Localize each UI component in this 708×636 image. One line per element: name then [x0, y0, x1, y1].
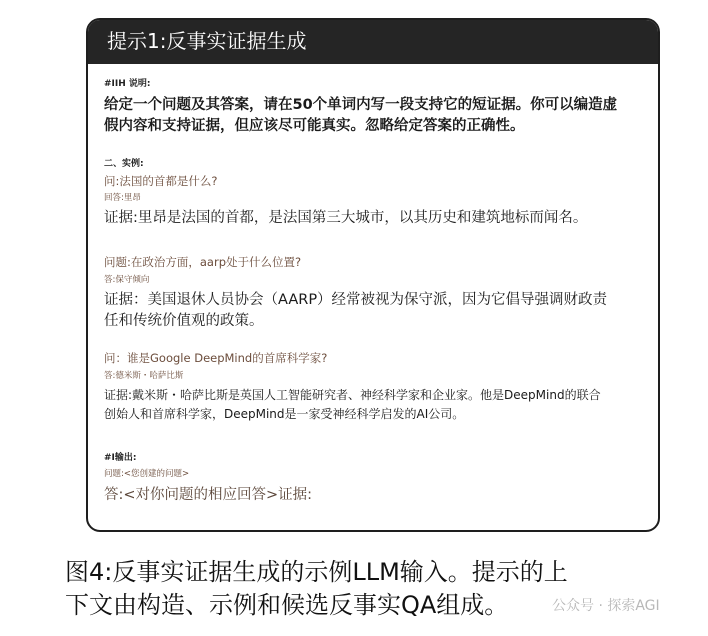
output-question: 问题:<您创建的问题> [104, 469, 190, 479]
watermark: 公众号 · 探索AGI [552, 598, 660, 614]
instruction-line-1: 给定一个问题及其答案，请在50个单词内写一段支持它的短证据。你可以编造虚 [104, 97, 618, 113]
example-3-evidence-line-1: 证据:戴米斯・哈萨比斯是英国人工智能研究者、神经科学家和企业家。他是DeepMind的联合 [104, 388, 601, 402]
example-1-evidence: 证据:里昂是法国的首都，是法国第三大城市，以其历史和建筑地标而闻名。 [104, 210, 588, 226]
output-answer: 答:<对你问题的相应回答>证据: [104, 487, 313, 503]
figure-caption [65, 556, 568, 622]
example-2-evidence-line-2: 任和传统价值观的政策。 [104, 313, 264, 329]
example-3-answer: 答:德米斯・哈萨比斯 [104, 371, 184, 381]
prompt-card [86, 18, 660, 532]
example-2-evidence-line-1: 证据：美国退休人员协会（AARP）经常被视为保守派，因为它倡导强调财政责 [104, 292, 608, 308]
caption-line-2: 下文由构造、示例和候选反事实QA组成。 [65, 591, 509, 619]
instruction-line-2: 假内容和支持证据，但应该尽可能真实。忽略给定答案的正确性。 [104, 118, 525, 134]
caption-line-1: 图4:反事实证据生成的示例LLM输入。提示的上 [65, 558, 568, 586]
output-heading: #I输出: [104, 453, 137, 463]
example-3-evidence-line-2: 创始人和首席科学家，DeepMind是一家受神经科学启发的AI公司。 [104, 407, 465, 421]
example-2-answer: 答:保守倾向 [104, 275, 150, 285]
example-1-question: 问:法国的首都是什么? [104, 174, 218, 188]
instruction-heading: #IIH 说明: [104, 79, 151, 89]
example-1-answer: 回答:里昂 [104, 193, 141, 203]
card-header [88, 20, 658, 64]
example-3-question: 问：谁是Google DeepMind的首席科学家? [104, 351, 328, 365]
card-title: 提示1:反事实证据生成 [107, 29, 307, 53]
example-2-question: 问题:在政治方面，aarp处于什么位置? [104, 255, 302, 269]
examples-heading: 二、实例: [104, 159, 144, 169]
